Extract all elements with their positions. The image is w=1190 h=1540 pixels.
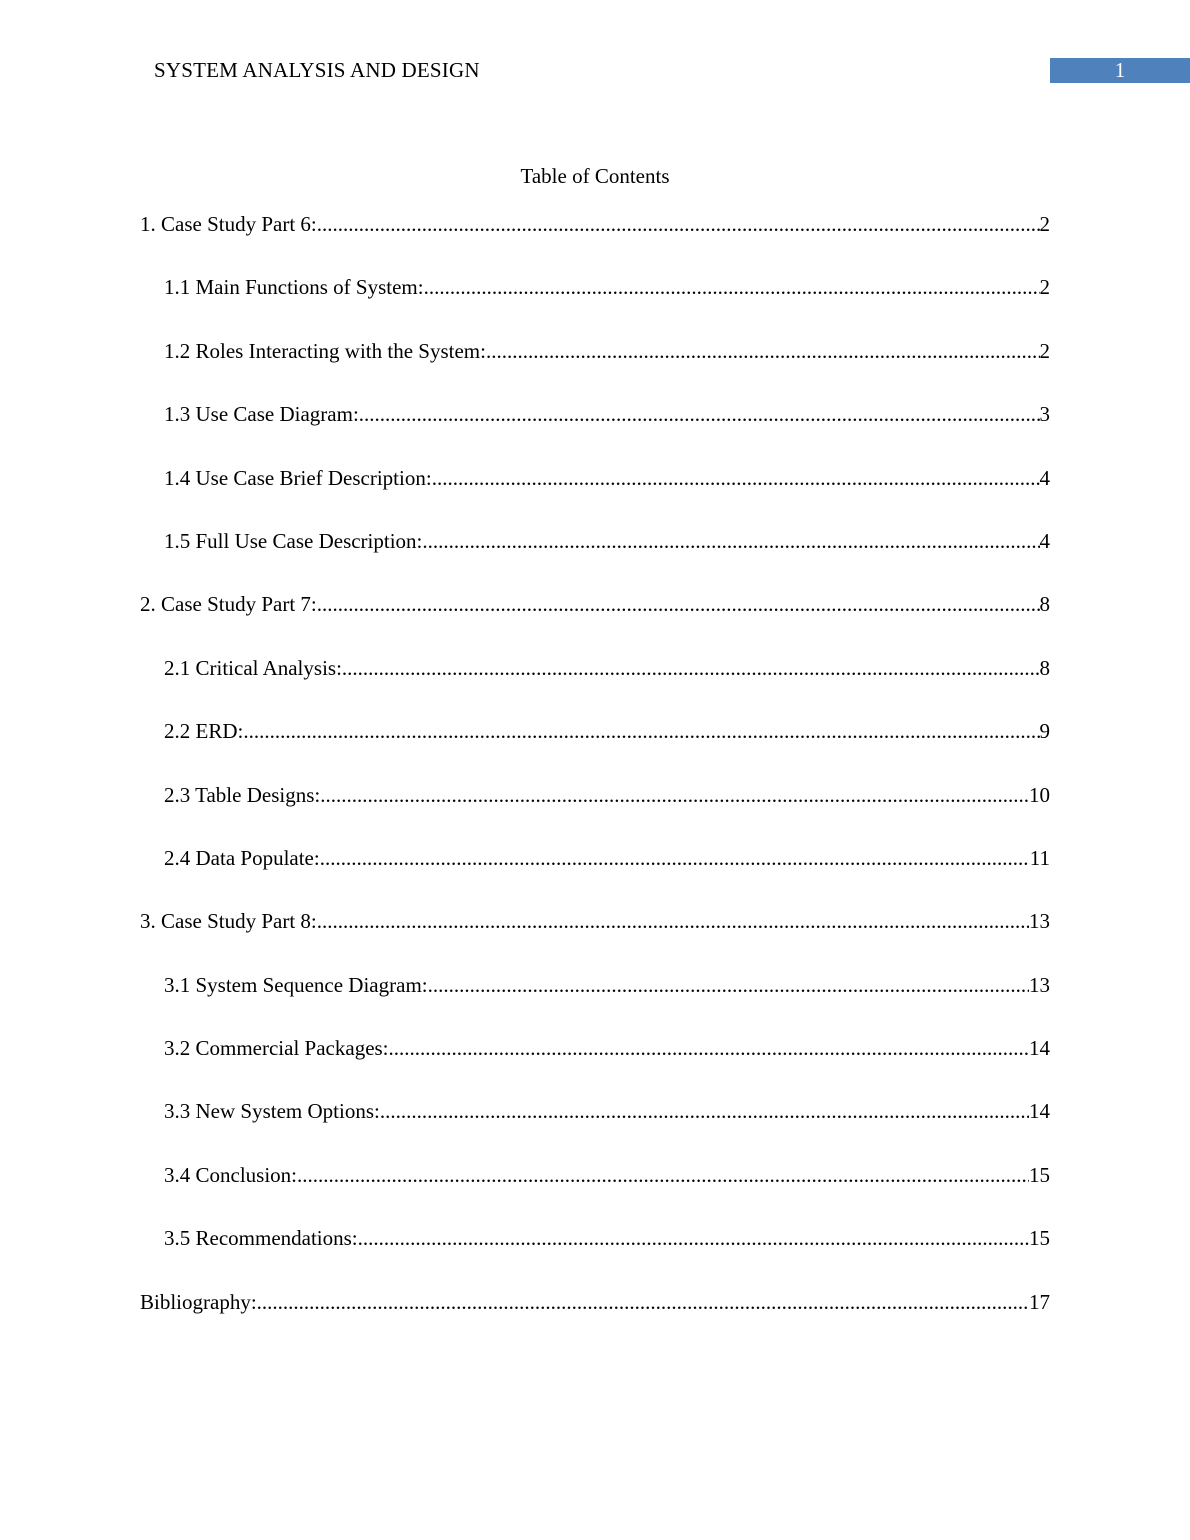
dot-leader — [317, 212, 1040, 237]
toc-entry-page: 8 — [1039, 592, 1050, 617]
toc-entry[interactable] — [140, 1099, 1050, 1162]
dot-leader — [486, 339, 1040, 364]
toc-entry-page: 3 — [1039, 402, 1050, 427]
toc-entry-page: 4 — [1039, 465, 1050, 490]
toc-entry-label: 3.2 Commercial Packages: — [164, 1036, 389, 1061]
toc-entry[interactable] — [140, 275, 1050, 338]
running-head: SYSTEM ANALYSIS AND DESIGN — [154, 58, 480, 82]
dot-leader — [380, 1099, 1029, 1124]
toc-entry[interactable] — [140, 212, 1050, 275]
toc-entry[interactable] — [140, 1036, 1050, 1099]
dot-leader — [424, 275, 1040, 300]
toc-entry-page: 2 — [1039, 338, 1050, 363]
dot-leader — [422, 529, 1039, 554]
toc-entry-label: 3.4 Conclusion: — [164, 1162, 298, 1187]
toc-entry[interactable] — [140, 529, 1050, 592]
dot-leader — [320, 783, 1029, 808]
toc-entry-page: 14 — [1029, 1099, 1050, 1124]
toc-entry-page: 8 — [1039, 655, 1050, 680]
toc-entry[interactable] — [140, 1290, 1050, 1353]
dot-leader — [317, 909, 1029, 934]
toc-entry-label: 2. Case Study Part 7: — [140, 592, 317, 617]
dot-leader — [297, 1163, 1029, 1188]
toc-entry-label: 1.4 Use Case Brief Description: — [164, 465, 432, 490]
toc-entry-label: 2.3 Table Designs: — [164, 782, 321, 807]
dot-leader — [342, 656, 1040, 681]
toc-entry-page: 15 — [1029, 1226, 1050, 1251]
toc-entry-page: 13 — [1029, 909, 1050, 934]
toc-entry-label: 2.4 Data Populate: — [164, 845, 320, 870]
toc-entry[interactable] — [140, 1163, 1050, 1226]
toc-entry-label: 3.1 System Sequence Diagram: — [164, 972, 428, 997]
dot-leader — [428, 973, 1029, 998]
toc-title: Table of Contents — [520, 164, 670, 188]
dot-leader — [320, 846, 1030, 871]
toc-entry[interactable] — [140, 656, 1050, 719]
toc-entry-page: 2 — [1039, 275, 1050, 300]
toc-entry-label: 3.3 New System Options: — [164, 1099, 380, 1124]
dot-leader — [432, 466, 1040, 491]
toc-entry[interactable] — [140, 719, 1050, 782]
toc-entry-page: 9 — [1039, 719, 1050, 744]
toc-entry[interactable] — [140, 783, 1050, 846]
toc-entry-page: 14 — [1029, 1036, 1050, 1061]
toc-entry[interactable] — [140, 846, 1050, 909]
toc-entry-page: 10 — [1029, 782, 1050, 807]
toc-entry-page: 13 — [1029, 972, 1050, 997]
table-of-contents — [140, 212, 1050, 1353]
toc-entry-page: 2 — [1039, 212, 1050, 236]
toc-entry-label: 1.5 Full Use Case Description: — [164, 528, 423, 553]
dot-leader — [358, 1226, 1029, 1251]
toc-entry-label: 3. Case Study Part 8: — [140, 909, 317, 934]
toc-entry-page: 17 — [1029, 1289, 1050, 1314]
dot-leader — [359, 402, 1040, 427]
dot-leader — [243, 719, 1039, 744]
toc-entry-label: 1.2 Roles Interacting with the System: — [164, 338, 486, 363]
toc-entry-label: 1. Case Study Part 6: — [140, 212, 317, 236]
page-number: 1 — [1050, 58, 1190, 83]
toc-entry[interactable] — [140, 909, 1050, 972]
dot-leader — [389, 1036, 1029, 1061]
toc-entry[interactable] — [140, 466, 1050, 529]
toc-entry-label: 1.3 Use Case Diagram: — [164, 402, 359, 427]
toc-entry-label: 1.1 Main Functions of System: — [164, 275, 424, 300]
toc-entry-label: Bibliography: — [140, 1289, 257, 1314]
toc-entry[interactable] — [140, 402, 1050, 465]
toc-entry-label: 2.1 Critical Analysis: — [164, 655, 342, 680]
toc-entry-page: 11 — [1029, 845, 1050, 870]
toc-entry[interactable] — [140, 592, 1050, 655]
toc-entry[interactable] — [140, 1226, 1050, 1289]
toc-entry[interactable] — [140, 339, 1050, 402]
dot-leader — [257, 1290, 1029, 1315]
toc-entry[interactable] — [140, 973, 1050, 1036]
toc-entry-label: 3.5 Recommendations: — [164, 1226, 358, 1251]
toc-entry-label: 2.2 ERD: — [164, 719, 244, 744]
toc-entry-page: 15 — [1029, 1162, 1050, 1187]
dot-leader — [317, 592, 1040, 617]
toc-entry-page: 4 — [1039, 528, 1050, 553]
